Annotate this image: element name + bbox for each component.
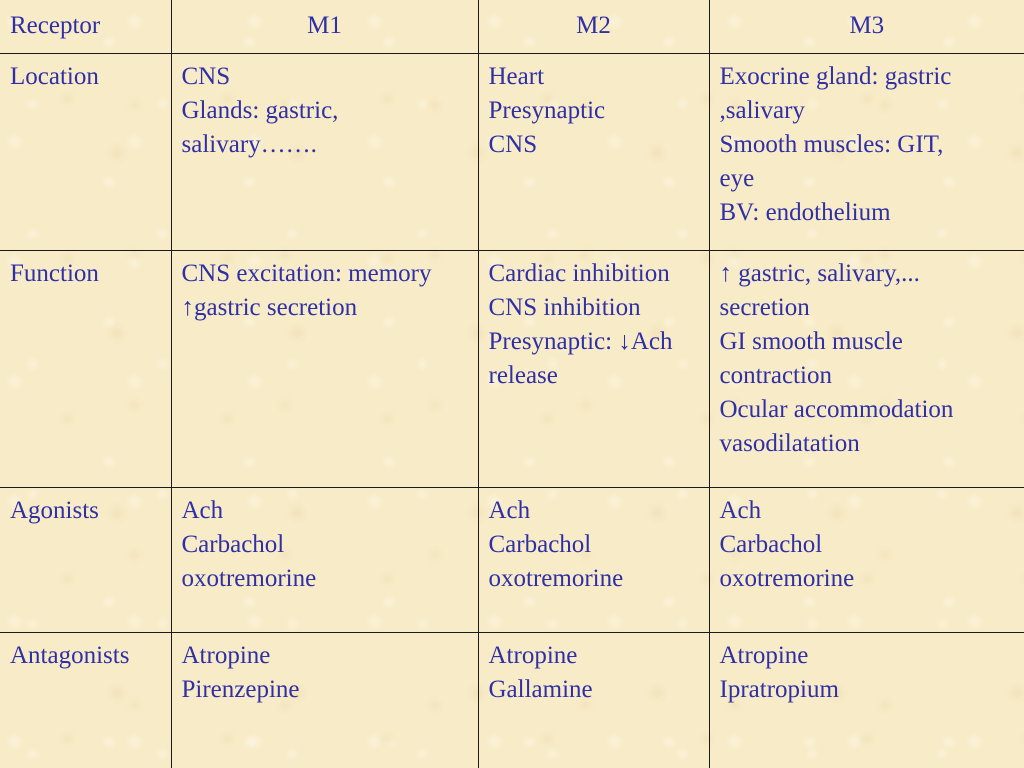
row-function (0, 250, 1024, 487)
row-antagonists (0, 632, 1024, 768)
cell-line: oxotremorine (488, 564, 624, 592)
cell-antagonists-m1 (171, 632, 478, 768)
cell-line: Presynaptic (488, 96, 606, 124)
cell-agonists-m1 (171, 487, 478, 632)
cell-location-m3 (709, 53, 1024, 250)
cell-line: GI smooth muscle (719, 327, 903, 355)
cell-function-m1 (171, 250, 478, 487)
cell-function-m2 (478, 250, 709, 487)
cell-line: Gallamine (488, 675, 593, 703)
row-label-agonists: Agonists (0, 487, 171, 632)
row-label-location: Location (0, 53, 171, 250)
cell-line: release (488, 361, 558, 389)
cell-line: BV: endothelium (719, 198, 891, 226)
cell-line: eye (719, 164, 755, 192)
cell-line: oxotremorine (719, 564, 855, 592)
cell-line: Pirenzepine (181, 675, 300, 703)
cell-line: Ipratropium (719, 675, 839, 703)
cell-line: Atropine (719, 641, 809, 669)
cell-function-m3 (709, 250, 1024, 487)
cell-line: Carbachol (488, 530, 592, 558)
cell-line: ↑ gastric, salivary,... (719, 259, 920, 287)
cell-line: Carbachol (719, 530, 823, 558)
row-label-function: Function (0, 250, 171, 487)
cell-line: ,salivary (719, 96, 805, 124)
cell-line: Heart (488, 62, 545, 90)
cell-line: Ocular accommodation (719, 395, 954, 423)
cell-agonists-m3 (709, 487, 1024, 632)
header-m1: M1 (171, 0, 478, 53)
cell-location-m2 (478, 53, 709, 250)
cell-line: Ach (488, 496, 531, 524)
cell-line: Glands: gastric, (181, 96, 339, 124)
cell-line: CNS excitation: memory (181, 259, 432, 287)
cell-line: Atropine (488, 641, 578, 669)
cell-line: contraction (719, 361, 832, 389)
cell-line: oxotremorine (181, 564, 317, 592)
cell-line: vasodilatation (719, 429, 860, 457)
cell-line: salivary……. (181, 130, 317, 158)
row-label-antagonists: Antagonists (0, 632, 171, 768)
row-location (0, 53, 1024, 250)
cell-line: Ach (719, 496, 762, 524)
cell-agonists-m2 (478, 487, 709, 632)
cell-line: Ach (181, 496, 224, 524)
cell-line: CNS (181, 62, 231, 90)
header-row (0, 0, 1024, 53)
cell-line: secretion (719, 293, 810, 321)
cell-location-m1 (171, 53, 478, 250)
cell-line: Carbachol (181, 530, 285, 558)
cell-line: ↑gastric secretion (181, 293, 358, 321)
cell-line: Atropine (181, 641, 271, 669)
header-m2: M2 (478, 0, 709, 53)
cell-antagonists-m2 (478, 632, 709, 768)
cell-line: Smooth muscles: GIT, (719, 130, 944, 158)
header-m3: M3 (709, 0, 1024, 53)
cell-line: CNS (488, 130, 538, 158)
row-agonists (0, 487, 1024, 632)
cell-line: Presynaptic: ↓Ach (488, 327, 673, 355)
header-receptor: Receptor (0, 0, 171, 53)
cell-antagonists-m3 (709, 632, 1024, 768)
cell-line: CNS inhibition (488, 293, 641, 321)
cell-line: Cardiac inhibition (488, 259, 670, 287)
cell-line: Exocrine gland: gastric (719, 62, 952, 90)
